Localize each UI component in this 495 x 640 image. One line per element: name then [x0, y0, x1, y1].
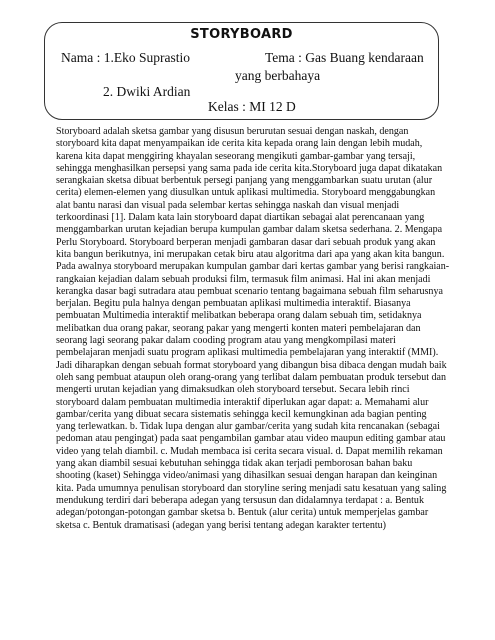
body-line: berjalan. Begitu pula halnya dengan pembuatan aplikasi multimedia interaktif. Biasanya	[56, 298, 411, 310]
body-line: sketsa c. Bentuk dramatisasi (adegan yang berisi tentang adegan karakter tertentu)	[56, 519, 387, 531]
body-line: mendukung terdiri dari beberapa adegan yang tersusun dan didalamnya terdapat : a. Bentuk	[56, 494, 424, 506]
body-paragraph	[56, 126, 450, 532]
body-line: terkoordinasi [1]. Dalam kata lain storyboard dapat diartikan sebagai alat perencanaan yang	[56, 212, 425, 224]
body-line: pembelajaran menjadi suatu program aplikasi multimedia pembelajaran yang interaktif (MMI).	[56, 347, 439, 359]
body-line: sehingga menghasilkan persepsi yang sama pada ide cerita kita.Storyboard juga dapat dikatakan	[56, 162, 443, 174]
theme-line-1: Tema : Gas Buang kendaraan	[265, 50, 424, 65]
body-line: pedoman atau pengingat) pada saat pengambilan gambar atau video maupun editing gambar atau	[56, 433, 446, 445]
body-line: serangkaian sketsa dibuat berbentuk persegi panjang yang menggambarkan suatu urutan (alur	[56, 175, 433, 187]
body-line: kita bangun berikutnya, ini merupakan cetak biru atau algoritma dari apa yang akan kita bangun.	[56, 248, 445, 260]
body-line: cerita) elemen-elemen yang diusulkan untuk aplikasi multimedia. Storyboard menggabungkan	[56, 187, 436, 199]
document-title: STORYBOARD	[190, 27, 293, 42]
body-line: pembuatan Multimedia interaktif melibatkan beberapa orang dalam sebuah tim, setidaknya	[56, 310, 422, 322]
header-box	[44, 22, 439, 120]
class-line: Kelas : MI 12 D	[208, 99, 296, 114]
body-line: mengerti urutan kejadian yang dimaksudkan oleh storyboard tersebut. Secara lebih rinci	[56, 384, 410, 396]
body-line: Pada awalnya storyboard merupakan kumpulan gambar dari kertas gambar yang berisi rangkaian-	[56, 261, 450, 273]
name-line-1: Nama : 1.Eko Suprastio	[61, 50, 190, 65]
body-line: yang akan diambil sesuai kebutuhan sehingga tidak akan terjadi pemborosan bahan baku	[56, 458, 413, 470]
body-line: adegan/potongan-potongan gambar sketsa b. Bentuk (alur cerita) untuk memperjelas gambar	[56, 507, 429, 519]
body-line: yang terlewatkan. b. Tidak lupa dengan alur gambar/cerita yang sudah kita rencanakan (sebagai	[56, 421, 440, 433]
body-line: gambar/cerita yang dibuat secara sistematis sehingga kecil kemungkinan ada bagian penting	[56, 408, 427, 420]
body-line: storyboard kita dapat menyampaikan ide cerita kita kepada orang lain dengan lebih mudah,	[56, 138, 423, 150]
body-line: storyboard dalam pembuatan multimedia interaktif diperlukan agar dapat: a. Memahami alur	[56, 396, 429, 408]
body-line: Perlu Storyboard. Storyboard berperan menjadi gambaran dasar dari sebuah produk yang akan	[56, 236, 436, 248]
body-line: melibatkan dua orang pakar, seorang pakar yang mengerti konten materi pembelajaran dan	[56, 322, 421, 334]
body-line: karena kita dapat menggiring khayalan seseorang mengikuti gambar-gambar yang tersaji,	[56, 150, 416, 162]
name-line-2: 2. Dwiki Ardian	[103, 84, 191, 99]
body-line: video yang telah diambil. c. Mudah membaca isi cerita secara visual. d. Dapat memilih rekaman	[56, 445, 443, 457]
body-line: menggambarkan urutan kejadian berupa kumpulan gambar dalam sketsa sederhana. 2. Mengapa	[56, 224, 443, 236]
body-line: kita. Pada umumnya penulisan storyboard dan storyline sering menjadi satu kesatuan yang saling	[56, 482, 447, 494]
body-line: kerangka dasar bagi sutradara atau pembuat scenario tentang bagaimana sebuah film seharusnya	[56, 285, 443, 297]
theme-line-2: yang berbahaya	[235, 68, 321, 83]
body-line: Storyboard adalah sketsa gambar yang disusun berurutan sesuai dengan naskah, dengan	[56, 126, 409, 137]
body-line: shooting (kaset) Sehingga video/animasi yang dihasilkan sesuai dengan harapan dan keinginan	[56, 470, 438, 482]
body-line: rangkaian kejadian dalam sebuah produksi film, termasuk film animasi. Hal ini akan menjadi	[56, 273, 431, 285]
body-line: Jadi diharapkan dengan sebuah format storyboard yang dibangun bisa dibaca dengan mudah baik	[56, 359, 447, 371]
body-line: alat bantu narasi dan visual pada selembar kertas sehingga naskah dan visual menjadi	[56, 199, 400, 211]
body-line: seorang lagi seorang pakar dalam cooding program atau yang mengkompilasi materi	[56, 335, 396, 347]
body-line: oleh sang pembuat ataupun oleh orang-orang yang terlibat dalam pembuatan produk tersebut dan	[56, 371, 447, 383]
